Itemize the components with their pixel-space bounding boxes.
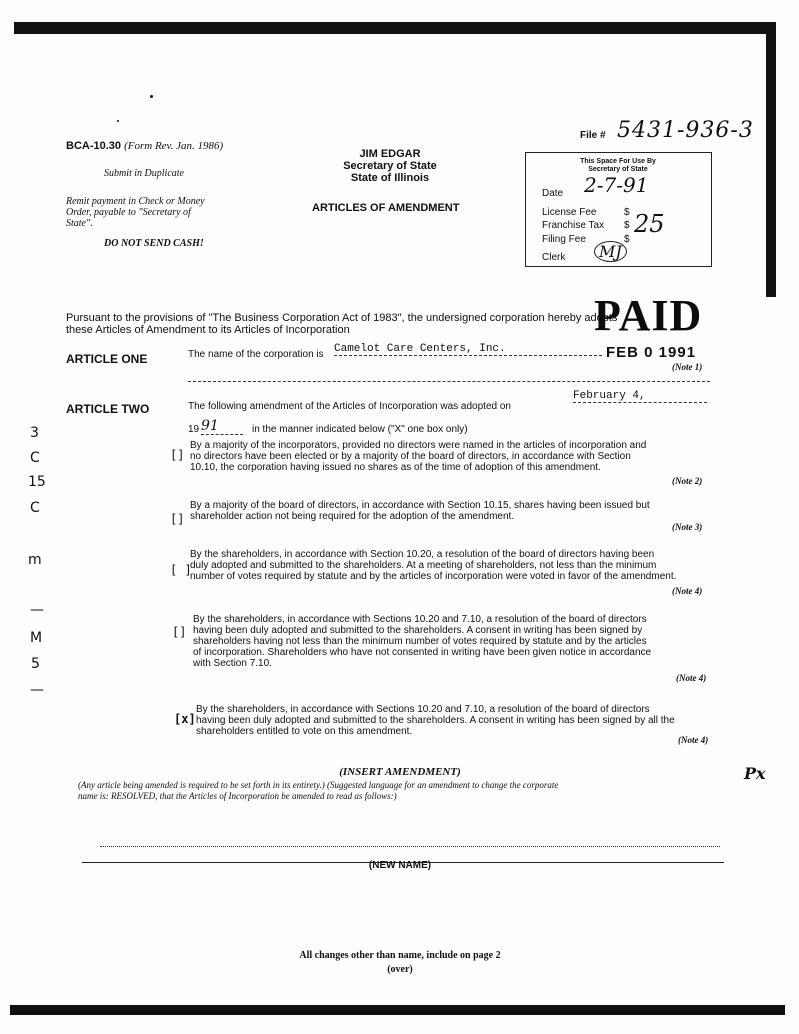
adoption-date: February 4, [573,390,707,403]
margin-mark: C [30,450,40,466]
margin-mark: — [30,682,44,698]
note-4b: (Note 4) [676,673,707,683]
note-4a: (Note 4) [672,586,703,596]
agency-header [300,148,480,184]
footer-over: (over) [387,964,413,975]
manner-instruction: in the manner indicated below ("X" one box only) [252,424,468,435]
margin-mark: 5 [31,656,40,672]
scan-speck [150,95,153,98]
document-title: ARTICLES OF AMENDMENT [312,202,460,214]
article-one-second-line [188,381,710,382]
fee-value: 25 [634,210,665,238]
amendment-text-line [100,846,720,847]
adoption-year-prefix: 19 [188,424,200,435]
insert-amendment-heading: (INSERT AMENDMENT) [339,766,461,778]
margin-mark: M [30,630,43,646]
scan-border-top [14,22,774,34]
note-4c: (Note 4) [678,735,709,745]
file-number-label: File # [580,130,606,141]
intro-paragraph: Pursuant to the provisions of "The Business Corporation Act of 1983", the undersigned corporation hereby adopts these Articles of Amendment to its Articles of Incorporation [66,312,618,336]
note-1: (Note 1) [672,362,703,372]
date-value: 2-7-91 [584,173,649,197]
article-one-text: The name of the corporation is [188,349,324,360]
margin-mark: 15 [28,474,46,490]
scan-border-right [766,22,776,297]
note-3: (Note 3) [672,522,703,532]
corporation-name: Camelot Care Centers, Inc. [334,343,602,356]
new-name-label: (NEW NAME) [368,860,432,871]
option-checkbox-unanimous-consent[interactable]: [x] [174,712,196,726]
option-text-incorporators: By a majority of the incorporators, provided no directors were named in the articles of incorporation and no directors have been elected or by a majority of the board of directors, in accordance with Section 10.10, the corporation having issued no shares as of the time of adoption of this amendment. [190,440,647,473]
filing-fee-dollar: $ [624,234,630,245]
scan-speck [117,120,119,122]
franchise-tax-dollar: $ [624,220,630,231]
paid-stamp: PAID [594,291,703,340]
note-2: (Note 2) [672,476,703,486]
franchise-tax-label: Franchise Tax [542,220,605,231]
form-code-line [66,140,223,152]
office-use-box [525,152,712,267]
submit-instruction: Submit in Duplicate [104,168,184,179]
file-number: 5431-936-3 [617,118,754,143]
no-cash-warning: DO NOT SEND CASH! [104,238,204,249]
form-code: BCA-10.30 [66,140,122,152]
agency-state: State of Illinois [350,172,430,184]
office-use-heading: This Space For Use By Secretary of State [580,158,656,173]
margin-mark: C [30,500,40,516]
option-text-board: By a majority of the board of directors, in accordance with Section 10.15, shares having been issued but shareholder action not being required for the adoption of the amendment. [190,500,650,522]
date-label: Date [542,188,564,199]
option-checkbox-written-consent[interactable]: [] [172,625,187,639]
option-text-unanimous-consent: By the shareholders, in accordance with Sections 10.20 and 7.10, a resolution of the board of directors having been duly adopted and submitted to the shareholders. A consent in writing has been signed by all the shareholders entitled to vote on this amendment. [196,704,675,737]
option-checkbox-shareholder-meeting[interactable]: [ ] [170,563,192,577]
stamp-date: FEB 0 1991 [606,344,697,361]
option-checkbox-board[interactable]: [] [170,512,185,526]
article-one-heading: ARTICLE ONE [66,352,148,366]
option-checkbox-incorporators[interactable]: [] [170,448,185,462]
agency-office: Secretary of State [343,160,437,172]
margin-mark: — [30,602,44,618]
agency-name: JIM EDGAR [359,148,421,160]
article-two-heading: ARTICLE TWO [66,402,150,416]
footer-note: All changes other than name, include on page 2 [299,950,501,961]
option-text-shareholder-meeting: By the shareholders, in accordance with Section 10.20, a resolution of the board of directors having been duly adopted and submitted to the shareholders. At a meeting of shareholders, not less than the minimum number of votes required by statute and by the articles of incorporation were voted in favor of the amendment. [190,549,677,582]
remit-instruction: Remit payment in Check or Money Order, payable to "Secretary of State". [66,196,205,229]
clerk-initials: MJ [594,241,627,262]
filing-fee-label: Filing Fee [542,234,586,245]
margin-mark: 3 [30,425,39,441]
scan-border-bottom [10,1005,785,1015]
clerk-label: Clerk [542,252,566,263]
form-revision: (Form Rev. Jan. 1986) [124,140,224,152]
option-text-written-consent: By the shareholders, in accordance with Sections 10.20 and 7.10, a resolution of the board of directors having been duly adopted and submitted to the shareholders. A consent in writing has been signed by shareholders having not less than the minimum number of votes required by statute and by the articles of incorporation. Shareholders who have not consented in writing have been given notice in accordance with Section 7.10. [193,614,652,669]
license-fee-label: License Fee [542,207,597,218]
margin-initials: Px [744,764,766,783]
article-two-text: The following amendment of the Articles of Incorporation was adopted on [188,401,511,412]
license-fee-dollar: $ [624,207,630,218]
margin-mark: m [28,552,42,568]
insert-amendment-instructions: (Any article being amended is required to be set forth in its entirety.) (Suggested language for an amendment to change the corporate name is: RESOLVED, that the Articles of Incorporation be amended to read as follows:) [78,780,559,801]
adoption-year: 91 [201,418,243,435]
